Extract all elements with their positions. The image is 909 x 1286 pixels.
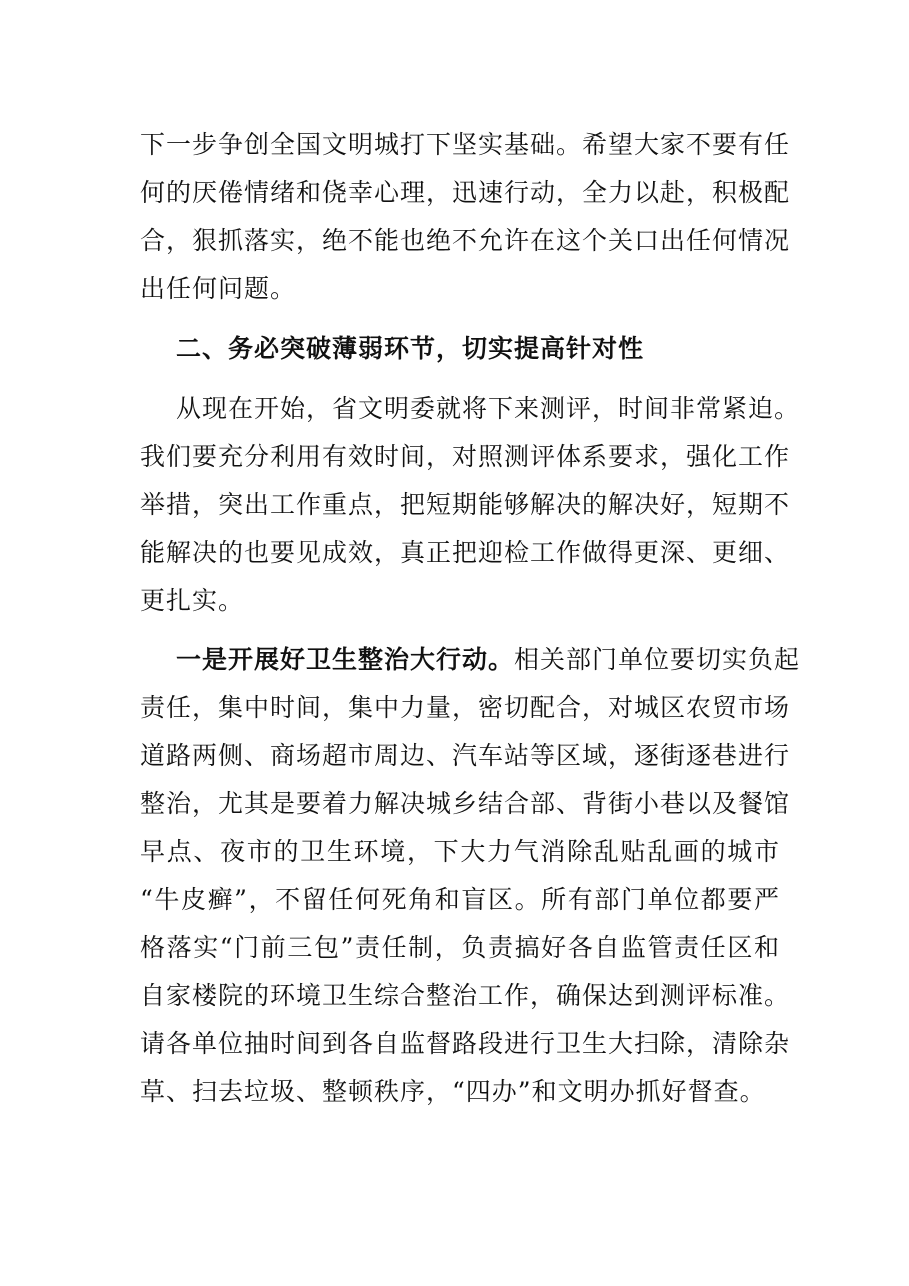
paragraph-line: 合，狠抓落实，绝不能也绝不允许在这个关口出任何情况 (140, 226, 791, 255)
paragraph-text: 相关部门单位要切实负起 (514, 645, 801, 674)
paragraph-line: 请各单位抽时间到各自监督路段进行卫生大扫除，清除杂 (140, 1029, 791, 1058)
paragraph-line: 我们要充分利用有效时间，对照测评体系要求，强化工作 (140, 442, 791, 471)
paragraph-line: 更扎实。 (140, 586, 245, 615)
section-heading: 二、务必突破薄弱环节，切实提高针对性 (176, 334, 645, 363)
paragraph-line: 道路两侧、商场超市周边、汽车站等区域，逐街逐巷进行 (140, 741, 791, 770)
paragraph-line: 责任，集中时间，集中力量，密切配合，对城区农贸市场 (140, 693, 791, 722)
paragraph-line: 出任何问题。 (140, 274, 297, 303)
lead-phrase: 一是开展好卫生整治大行动。 (176, 645, 515, 674)
paragraph-line: 整治，尤其是要着力解决城乡结合部、背街小巷以及餐馆 (140, 789, 791, 818)
paragraph-line: 从现在开始，省文明委就将下来测评，时间非常紧迫。 (176, 394, 801, 423)
paragraph-line: 能解决的也要见成效，真正把迎检工作做得更深、更细、 (140, 538, 791, 567)
paragraph-first-line (176, 645, 801, 675)
paragraph-line: 举措，突出工作重点，把短期能够解决的解决好，短期不 (140, 490, 791, 519)
paragraph-line: 早点、夜市的卫生环境，下大力气消除乱贴乱画的城市 (140, 837, 780, 866)
paragraph-line: 草、扫去垃圾、整顿秩序，“四办”和文明办抓好督查。 (140, 1077, 766, 1106)
paragraph-line: 自家楼院的环境卫生综合整治工作，确保达到测评标准。 (140, 981, 791, 1010)
paragraph-line: 格落实“门前三包”责任制，负责搞好各自监管责任区和 (140, 933, 780, 962)
paragraph-line: “牛皮癣”，不留任何死角和盲区。所有部门单位都要严 (140, 885, 780, 914)
paragraph-line: 下一步争创全国文明城打下坚实基础。希望大家不要有任 (140, 130, 791, 159)
paragraph-line: 何的厌倦情绪和侥幸心理，迅速行动，全力以赴，积极配 (140, 178, 791, 207)
